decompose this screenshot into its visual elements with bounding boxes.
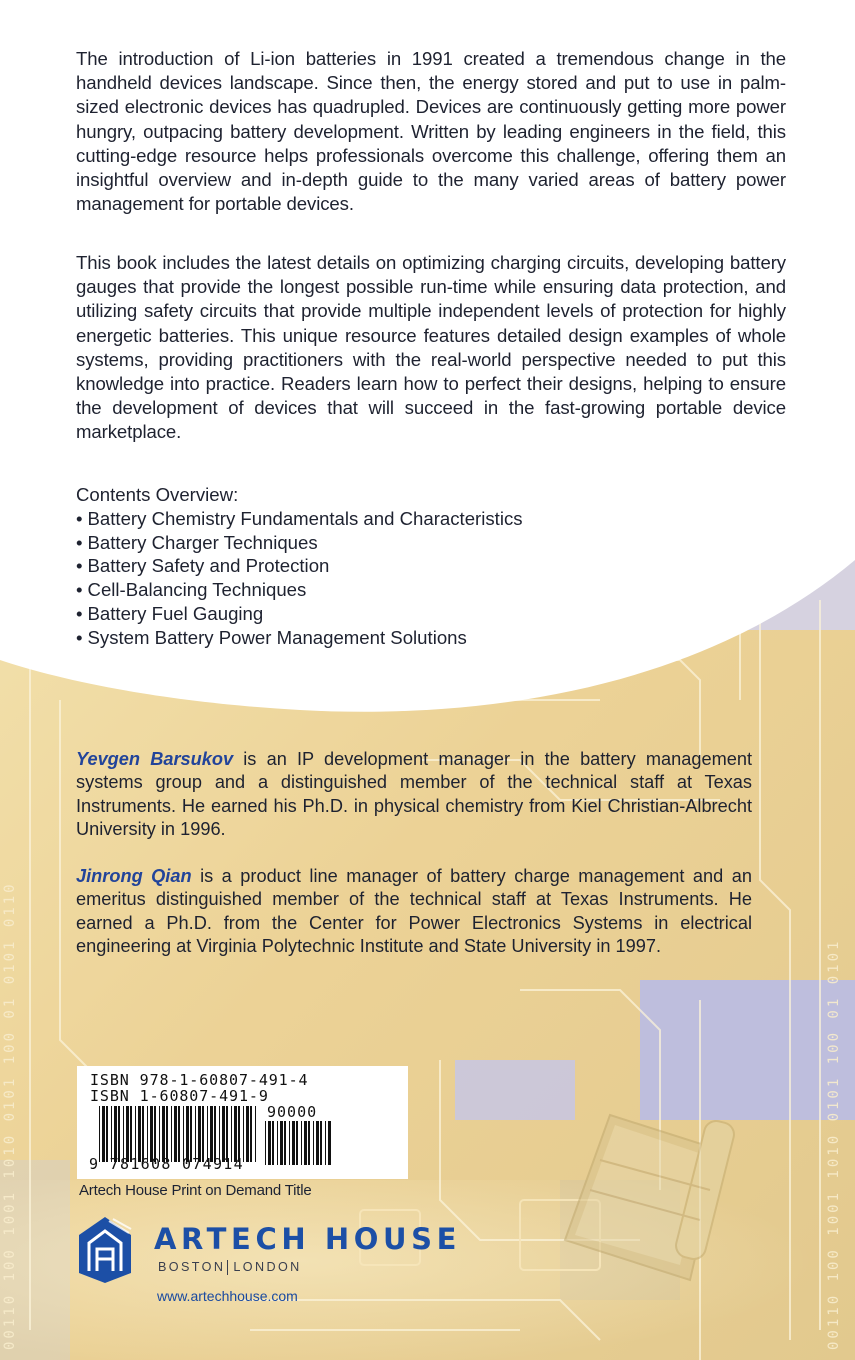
barcode-bar xyxy=(102,1106,105,1162)
contents-item: • Battery Safety and Protection xyxy=(76,554,776,578)
barcode-bar xyxy=(325,1121,326,1165)
barcode-bar xyxy=(231,1106,232,1162)
barcode-bar xyxy=(147,1106,148,1162)
barcode-bar xyxy=(277,1121,278,1165)
barcode-bar xyxy=(183,1106,184,1162)
ean-digits: 9 781608 074914 xyxy=(89,1155,244,1173)
barcode-bar xyxy=(178,1106,180,1162)
barcode-bar xyxy=(162,1106,165,1162)
city-london: LONDON xyxy=(233,1260,302,1274)
barcode-bar xyxy=(126,1106,129,1162)
barcode-bar xyxy=(166,1106,168,1162)
barcode-bar xyxy=(198,1106,201,1162)
barcode-bar xyxy=(130,1106,132,1162)
publisher-website-link[interactable]: www.artechhouse.com xyxy=(157,1288,298,1304)
price-addon-digits: 90000 xyxy=(267,1103,318,1121)
barcode-bar xyxy=(280,1121,283,1165)
barcode-bar xyxy=(313,1121,314,1165)
barcode-box xyxy=(77,1066,408,1179)
barcode-bar xyxy=(214,1106,216,1162)
barcode-bar xyxy=(150,1106,153,1162)
addon-barcode-bars xyxy=(265,1121,337,1166)
barcode-bar xyxy=(296,1121,298,1165)
contents-item: • Battery Fuel Gauging xyxy=(76,602,776,626)
barcode-bar xyxy=(265,1121,266,1165)
contents-heading: Contents Overview: xyxy=(76,484,239,505)
barcode-bar xyxy=(114,1106,117,1162)
barcode-bar xyxy=(238,1106,240,1162)
contents-list xyxy=(76,507,776,650)
barcode-bar xyxy=(195,1106,196,1162)
barcode-bar xyxy=(250,1106,252,1162)
barcode-bar xyxy=(111,1106,112,1162)
barcode-bar xyxy=(202,1106,204,1162)
contents-item: • Battery Chemistry Fundamentals and Characteristics xyxy=(76,507,776,531)
barcode-bar xyxy=(222,1106,225,1162)
barcode-bar xyxy=(255,1106,256,1162)
author-bio-2 xyxy=(76,865,752,958)
contents-item: • Battery Charger Techniques xyxy=(76,531,776,555)
author-name-1: Yevgen Barsukov xyxy=(76,749,234,769)
barcode-bar xyxy=(106,1106,108,1162)
publisher-cities xyxy=(158,1260,302,1275)
barcode-bar xyxy=(123,1106,124,1162)
barcode-bar xyxy=(171,1106,172,1162)
barcode-bar xyxy=(289,1121,290,1165)
barcode-bar xyxy=(272,1121,274,1165)
contents-item: • System Battery Power Management Solutions xyxy=(76,626,776,650)
barcode-bar xyxy=(99,1106,100,1162)
barcode-bar xyxy=(301,1121,302,1165)
author-name-2: Jinrong Qian xyxy=(76,866,192,886)
barcode-bar xyxy=(142,1106,144,1162)
barcode-bar xyxy=(219,1106,220,1162)
barcode-bar xyxy=(174,1106,177,1162)
barcode-bar xyxy=(284,1121,286,1165)
print-on-demand-note: Artech House Print on Demand Title xyxy=(79,1182,312,1199)
barcode-bar xyxy=(320,1121,322,1165)
barcode-bar xyxy=(118,1106,120,1162)
barcode-bar xyxy=(154,1106,156,1162)
barcode-bar xyxy=(246,1106,249,1162)
author-bio-text-1: is an IP development manager in the battery management systems group and a distinguished member of the technical staff at Texas Instruments. He earned his Ph.D. in physical chemistry from Kiel Christian-Albrecht University in 1996. xyxy=(76,749,752,839)
barcode-bar xyxy=(226,1106,228,1162)
contents-item: • Cell-Balancing Techniques xyxy=(76,578,776,602)
barcode-bar xyxy=(210,1106,213,1162)
barcode-bar xyxy=(135,1106,136,1162)
description-paragraph-2: This book includes the latest details on optimizing charging circuits, developing battery gauges that provide the longest possible run-time while ensuring data protection, and utilizing safety circuits that provide multiple independent levels of protection for highly energetic batteries. This unique resource features detailed design examples of whole systems, providing practitioners with the real-world perspective needed to put this knowledge into practice. Readers learn how to perfect their designs, helping to ensure the development of devices that will succeed in the fast-growing portable device marketplace. xyxy=(76,252,786,443)
svg-text:00110 100 1001 1010 0101 100 0: 00110 100 1001 1010 0101 100 01 0101 xyxy=(826,938,842,1350)
city-boston: BOSTON xyxy=(158,1260,226,1274)
isbn-13: ISBN 978-1-60807-491-4 xyxy=(90,1071,309,1089)
barcode-bar xyxy=(316,1121,319,1165)
barcode-bar xyxy=(304,1121,307,1165)
barcode-bar xyxy=(268,1121,271,1165)
isbn-10: ISBN 1-60807-491-9 xyxy=(90,1087,269,1105)
barcode-bar xyxy=(190,1106,192,1162)
barcode-bar xyxy=(292,1121,295,1165)
author-bio-text-2: is a product line manager of battery charge management and an emeritus distinguished member of the technical staff at Texas Instruments. He earned a Ph.D. from the Center for Power Electronics Systems in electrical engineering at Virginia Polytechnic Institute and State University in 1997. xyxy=(76,866,752,956)
barcode-bar xyxy=(159,1106,160,1162)
publisher-name: ARTECH HOUSE xyxy=(154,1222,462,1256)
barcode-bar xyxy=(308,1121,310,1165)
city-separator xyxy=(227,1260,228,1275)
description-paragraph-1: The introduction of Li-ion batteries in 1991 created a tremendous change in the handheld devices landscape. Since then, the energy stored and put to use in palm-sized electronic devices has quadrupled. Devices are continuously getting more power hungry, outpacing battery development. Written by leading engineers in the field, this cutting-edge resource helps professionals overcome this challenge, offering them an insightful overview and in-depth guide to the many varied areas of battery power management for portable devices. xyxy=(76,48,786,215)
svg-text:00110 100 1001 1010 0101 100 0: 00110 100 1001 1010 0101 100 01 0101 0110 xyxy=(2,881,18,1350)
barcode-bar xyxy=(138,1106,141,1162)
barcode-bar xyxy=(234,1106,237,1162)
barcode-bar xyxy=(243,1106,244,1162)
contents-overview xyxy=(76,483,776,650)
artech-house-logo-icon xyxy=(75,1213,135,1285)
barcode-bar xyxy=(328,1121,331,1165)
author-bio-1 xyxy=(76,748,752,841)
barcode-bar xyxy=(207,1106,208,1162)
barcode-bar xyxy=(186,1106,189,1162)
